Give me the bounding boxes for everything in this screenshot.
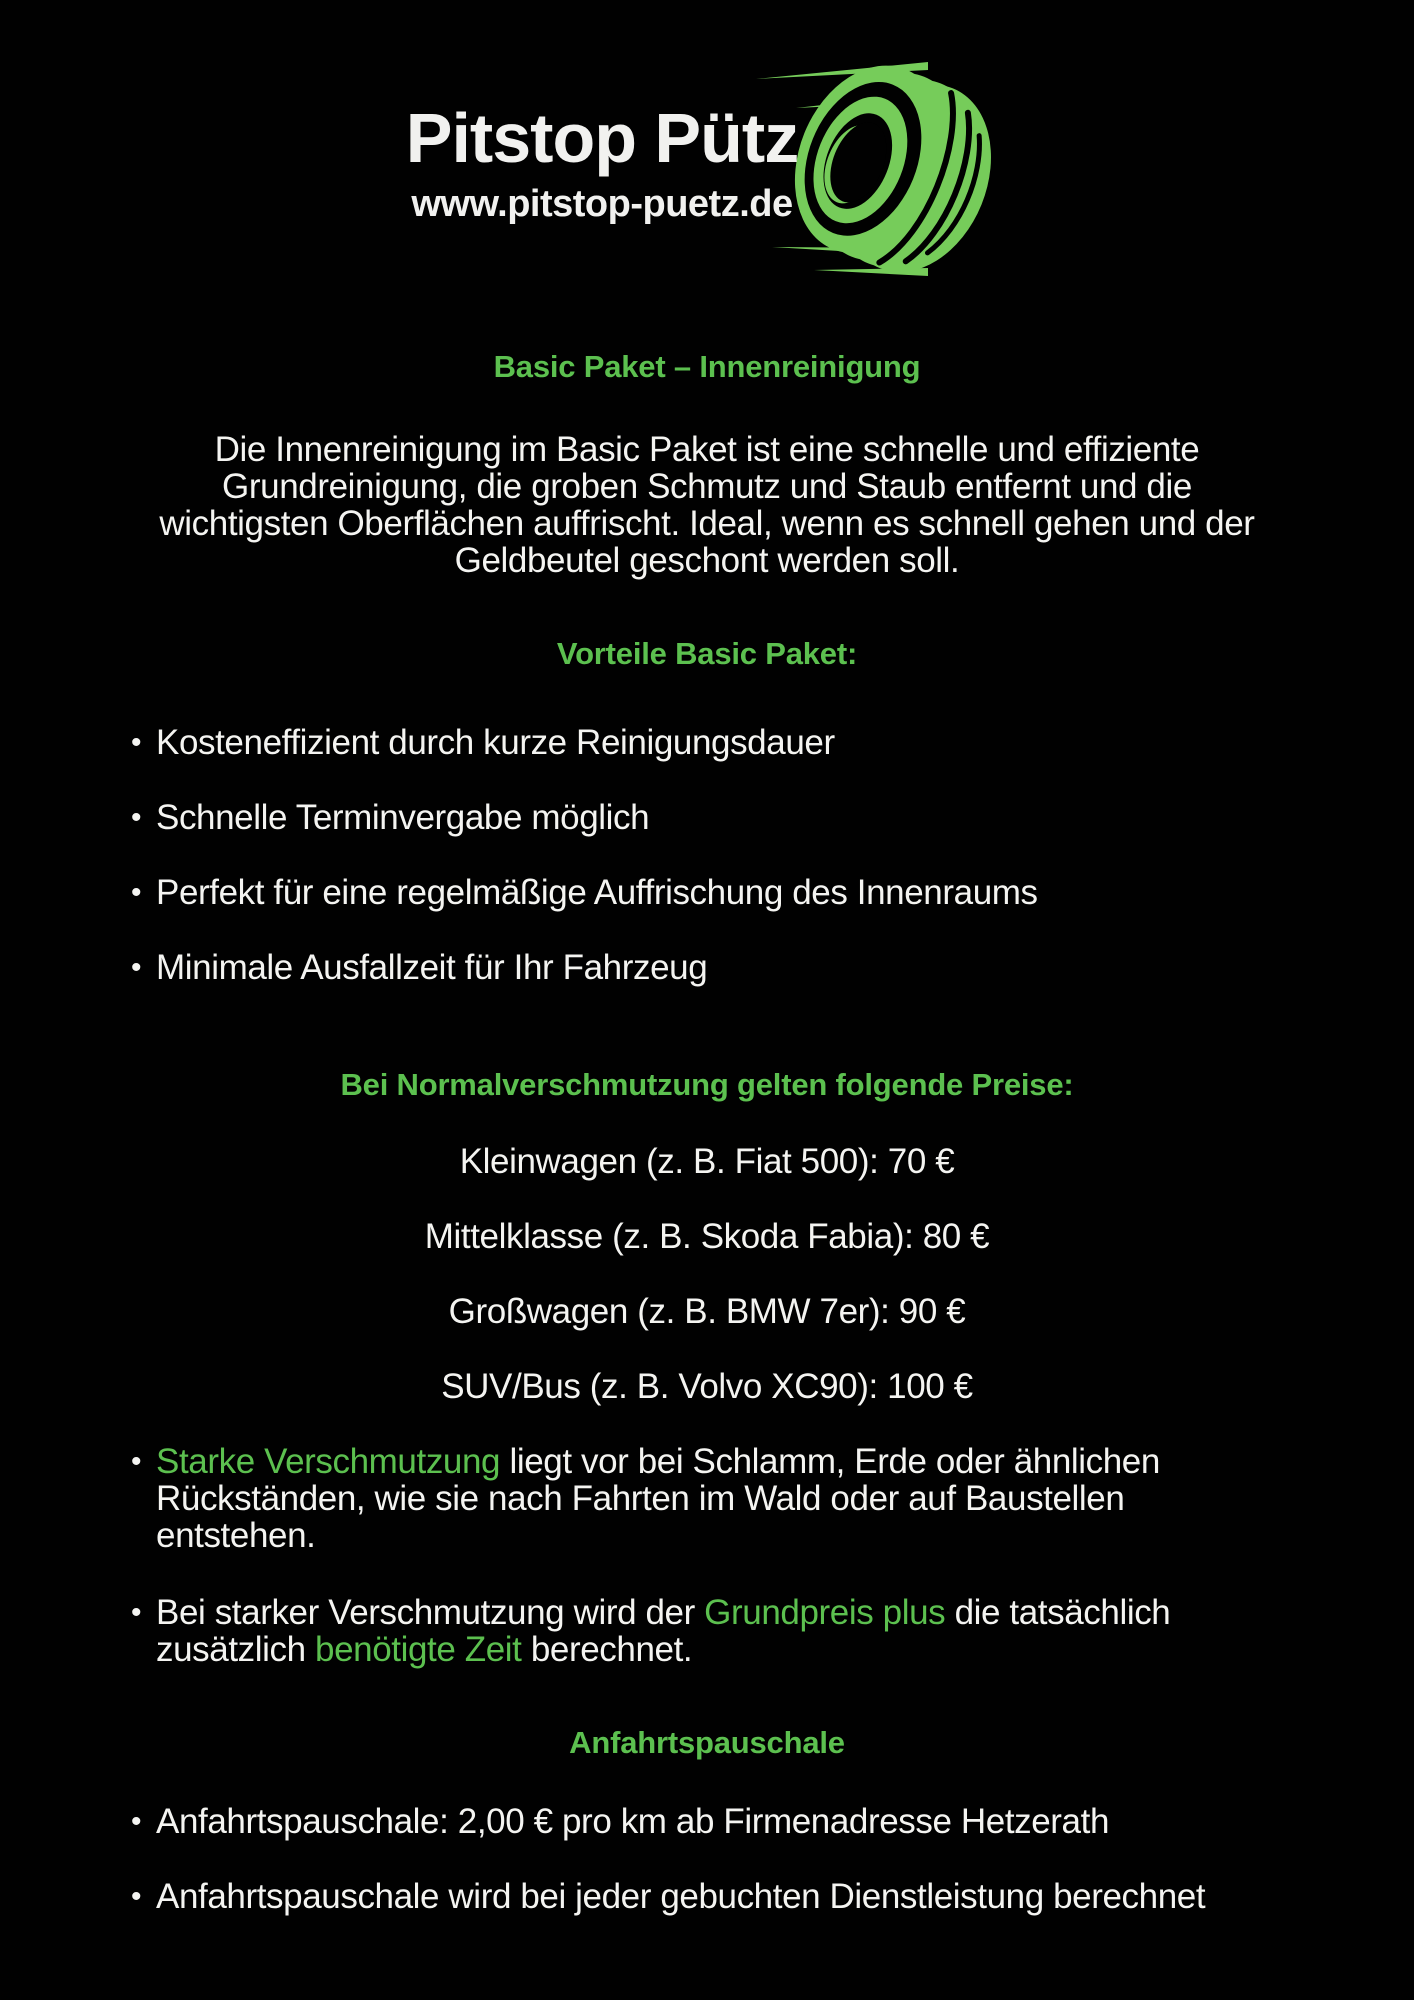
price-line: Kleinwagen (z. B. Fiat 500): 70 €: [459, 1142, 955, 1181]
section-heading-vorteile: Vorteile Basic Paket:: [556, 636, 858, 671]
benefit-text: Perfekt für eine regelmäßige Auffrischung des Innenraums: [156, 873, 1038, 912]
benefit-text: Kosteneffizient durch kurze Reinigungsdauer: [156, 723, 835, 762]
travel-list: [120, 1803, 1294, 1915]
section-heading-anfahrtspauschale: Anfahrtspauschale: [569, 1725, 845, 1760]
list-item: [156, 1803, 1256, 1840]
note-highlight: benötigte Zeit: [315, 1630, 522, 1669]
note-text: Bei starker Verschmutzung wird der: [156, 1593, 705, 1632]
brand-block: [405, 98, 799, 226]
pricing-notes-section: [120, 1443, 1294, 1668]
travel-text: Anfahrtspauschale wird bei jeder gebuchten Dienstleistung berechnet: [156, 1877, 1206, 1916]
note-text: liegt vor bei Schlamm, Erde oder ähnlichen Rückständen, wie sie nach Fahrten im Wald oder auf Baustellen entstehen.: [156, 1442, 1160, 1555]
travel-section: [120, 1803, 1294, 1915]
list-item: [156, 799, 1256, 836]
note-text: berechnet.: [521, 1630, 693, 1669]
brand-url: www.pitstop-puetz.de: [411, 182, 793, 225]
travel-text: Anfahrtspauschale: 2,00 € pro km ab Firmenadresse Hetzerath: [156, 1802, 1110, 1841]
tire: [768, 46, 1008, 282]
benefits-list: [120, 724, 1294, 986]
list-item: [156, 949, 1256, 986]
intro-paragraph: Die Innenreinigung im Basic Paket ist eine schnelle und effiziente Grundreinigung, die groben Schmutz und Staub entfernt und die wichtigsten Oberflächen auffrischt. Ideal, wenn es schnell gehen und der Geldbeutel geschont werden soll.: [159, 430, 1255, 580]
list-item: [156, 1594, 1256, 1668]
price-line: Großwagen (z. B. BMW 7er): 90 €: [448, 1292, 966, 1331]
brand-title: Pitstop Pütz: [405, 98, 799, 177]
benefit-text: Schnelle Terminvergabe möglich: [156, 798, 650, 837]
price-list: [0, 1143, 1414, 1405]
brand-header: [0, 48, 1414, 280]
note-highlight: Grundpreis plus: [704, 1593, 946, 1632]
list-item: [156, 724, 1256, 761]
section-heading-preise: Bei Normalverschmutzung gelten folgende Preise:: [340, 1067, 1074, 1102]
list-item: [156, 1878, 1256, 1915]
benefit-text: Minimale Ausfallzeit für Ihr Fahrzeug: [156, 948, 708, 987]
section-heading-basic-paket: Basic Paket – Innenreinigung: [493, 349, 921, 384]
price-line: SUV/Bus (z. B. Volvo XC90): 100 €: [441, 1367, 973, 1406]
list-item: [156, 1443, 1256, 1554]
price-line: Mittelklasse (z. B. Skoda Fabia): 80 €: [424, 1217, 990, 1256]
list-item: [156, 874, 1256, 911]
note-highlight: Starke Verschmutzung: [156, 1442, 501, 1481]
note-text: die tatsächlich zusätzlich: [156, 1593, 1171, 1669]
benefits-section: [120, 724, 1294, 986]
pricing-notes-list: [120, 1443, 1294, 1668]
